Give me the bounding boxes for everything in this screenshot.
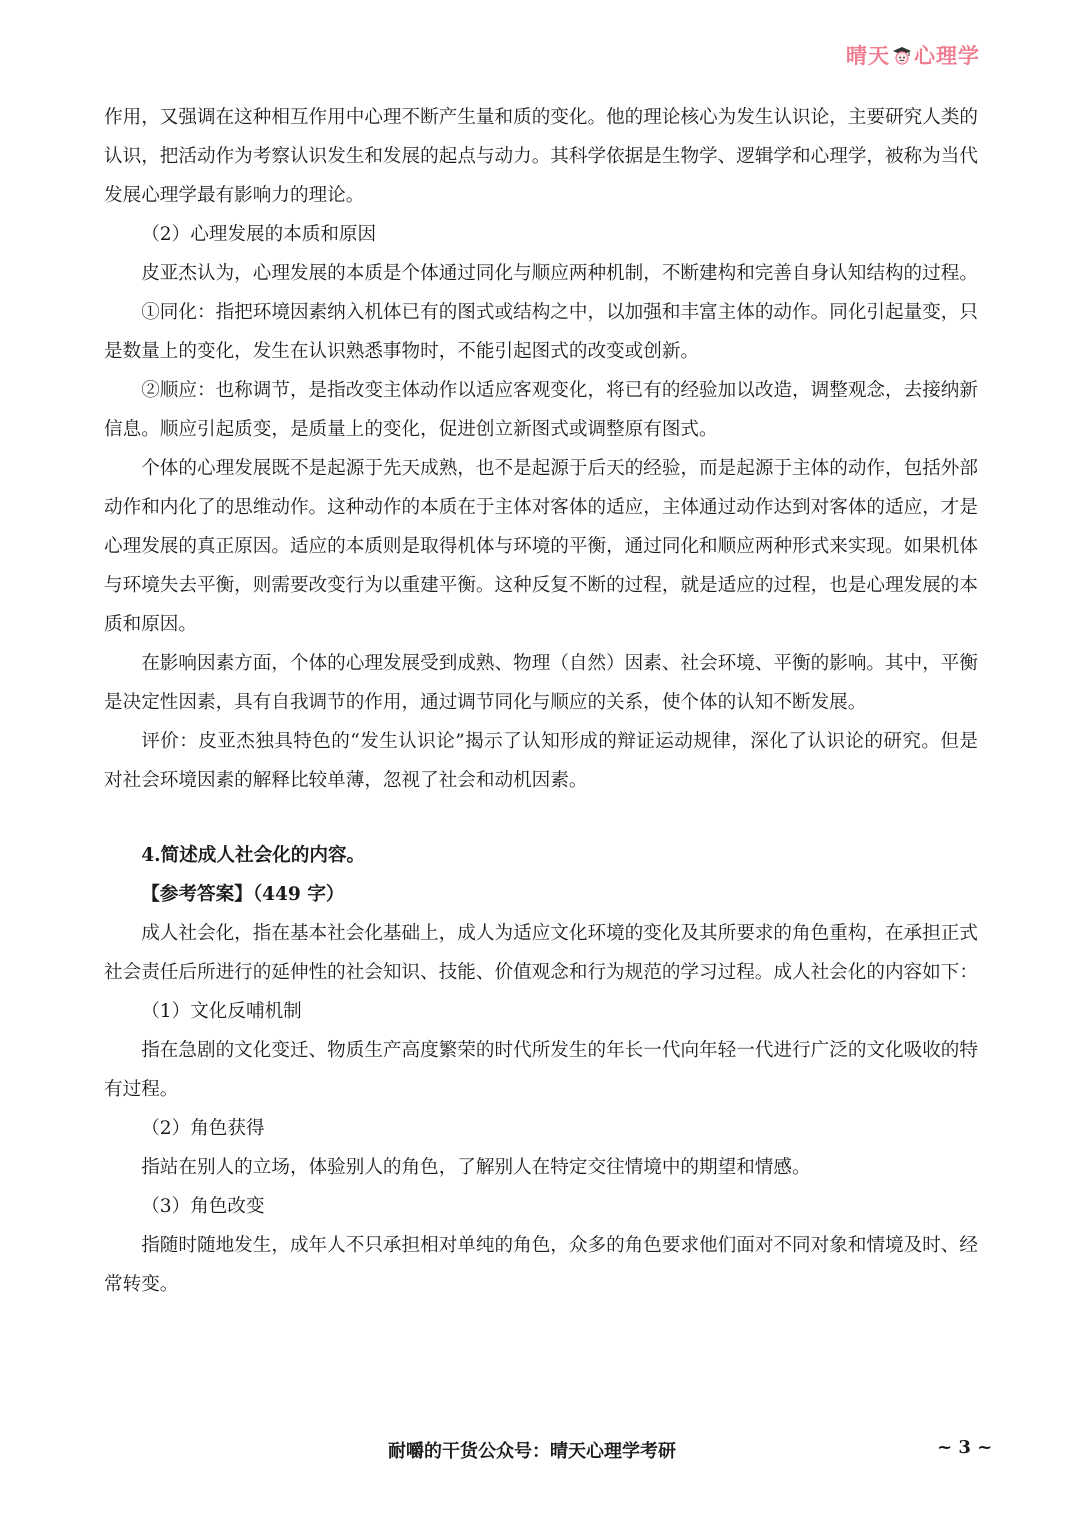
paragraph: 个体的心理发展既不是起源于先天成熟，也不是起源于后天的经验，而是起源于主体的动作，包括外部动作和内化了的思维动作。这种动作的本质在于主体对客体的适应，主体通过动作达到对客体的适应，才是心理发展的真正原因。适应的本质则是取得机体与环境的平衡，通过同化和顺应两种形式来实现。如果机体与环境失去平衡，则需要改变行为以重建平衡。这种反复不断的过程，就是适应的过程，也是心理发展的本质和原因。 xyxy=(104,458,978,635)
paragraph: 皮亚杰认为，心理发展的本质是个体通过同化与顺应两种机制，不断建构和完善自身认知结构的过程。 xyxy=(141,263,978,284)
logo-text-right: 心理学 xyxy=(914,44,980,68)
paragraph: 指在急剧的文化变迁、物质生产高度繁荣的时代所发生的年长一代向年轻一代进行广泛的文化吸收的特有过程。 xyxy=(104,1040,978,1100)
question-title: 4.简述成人社会化的内容。 xyxy=(141,845,366,866)
graduate-mascot-icon xyxy=(891,44,913,66)
paragraph: 成人社会化，指在基本社会化基础上，成人为适应文化环境的变化及其所要求的角色重构，在承担正式社会责任后所进行的延伸性的社会知识、技能、价值观念和行为规范的学习过程。成人社会化的内容如下： xyxy=(104,923,978,983)
subheading: （1）文化反哺机制 xyxy=(141,1001,302,1022)
paragraph: ①同化：指把环境因素纳入机体已有的图式或结构之中，以加强和丰富主体的动作。同化引起量变，只是数量上的变化，发生在认识熟悉事物时，不能引起图式的改变或创新。 xyxy=(104,302,978,362)
answer-label: 【参考答案】（449 字） xyxy=(141,884,345,905)
paragraph: 在影响因素方面，个体的心理发展受到成熟、物理（自然）因素、社会环境、平衡的影响。其中，平衡是决定性因素，具有自我调节的作用，通过调节同化与顺应的关系，使个体的认知不断发展。 xyxy=(104,653,978,713)
paragraph: 评价：皮亚杰独具特色的“发生认识论”揭示了认知形成的辩证运动规律，深化了认识论的研究。但是对社会环境因素的解释比较单薄，忽视了社会和动机因素。 xyxy=(104,731,978,791)
brand-logo xyxy=(846,40,980,70)
paragraph: ②顺应：也称调节，是指改变主体动作以适应客观变化，将已有的经验加以改造，调整观念，去接纳新信息。顺应引起质变，是质量上的变化，促进创立新图式或调整原有图式。 xyxy=(104,380,978,440)
section-gap xyxy=(104,800,978,836)
paragraph: 指随时随地发生，成年人不只承担相对单纯的角色，众多的角色要求他们面对不同对象和情境及时、经常转变。 xyxy=(104,1235,978,1295)
subheading: （3）角色改变 xyxy=(141,1196,265,1217)
footer-text: 耐嚼的干货公众号：晴天心理学考研 xyxy=(388,1441,676,1462)
page-number: ~ 3 ~ xyxy=(937,1437,993,1458)
paragraph: 指站在别人的立场，体验别人的角色，了解别人在特定交往情境中的期望和情感。 xyxy=(141,1157,811,1178)
subheading: （2）角色获得 xyxy=(141,1118,265,1139)
document-body xyxy=(104,98,978,1304)
subheading: （2）心理发展的本质和原因 xyxy=(141,224,377,245)
logo-text-left: 晴天 xyxy=(846,44,890,68)
paragraph: 作用，又强调在这种相互作用中心理不断产生量和质的变化。他的理论核心为发生认识论，主要研究人类的认识，把活动作为考察认识发生和发展的起点与动力。其科学依据是生物学、逻辑学和心理学，被称为当代发展心理学最有影响力的理论。 xyxy=(104,107,978,206)
